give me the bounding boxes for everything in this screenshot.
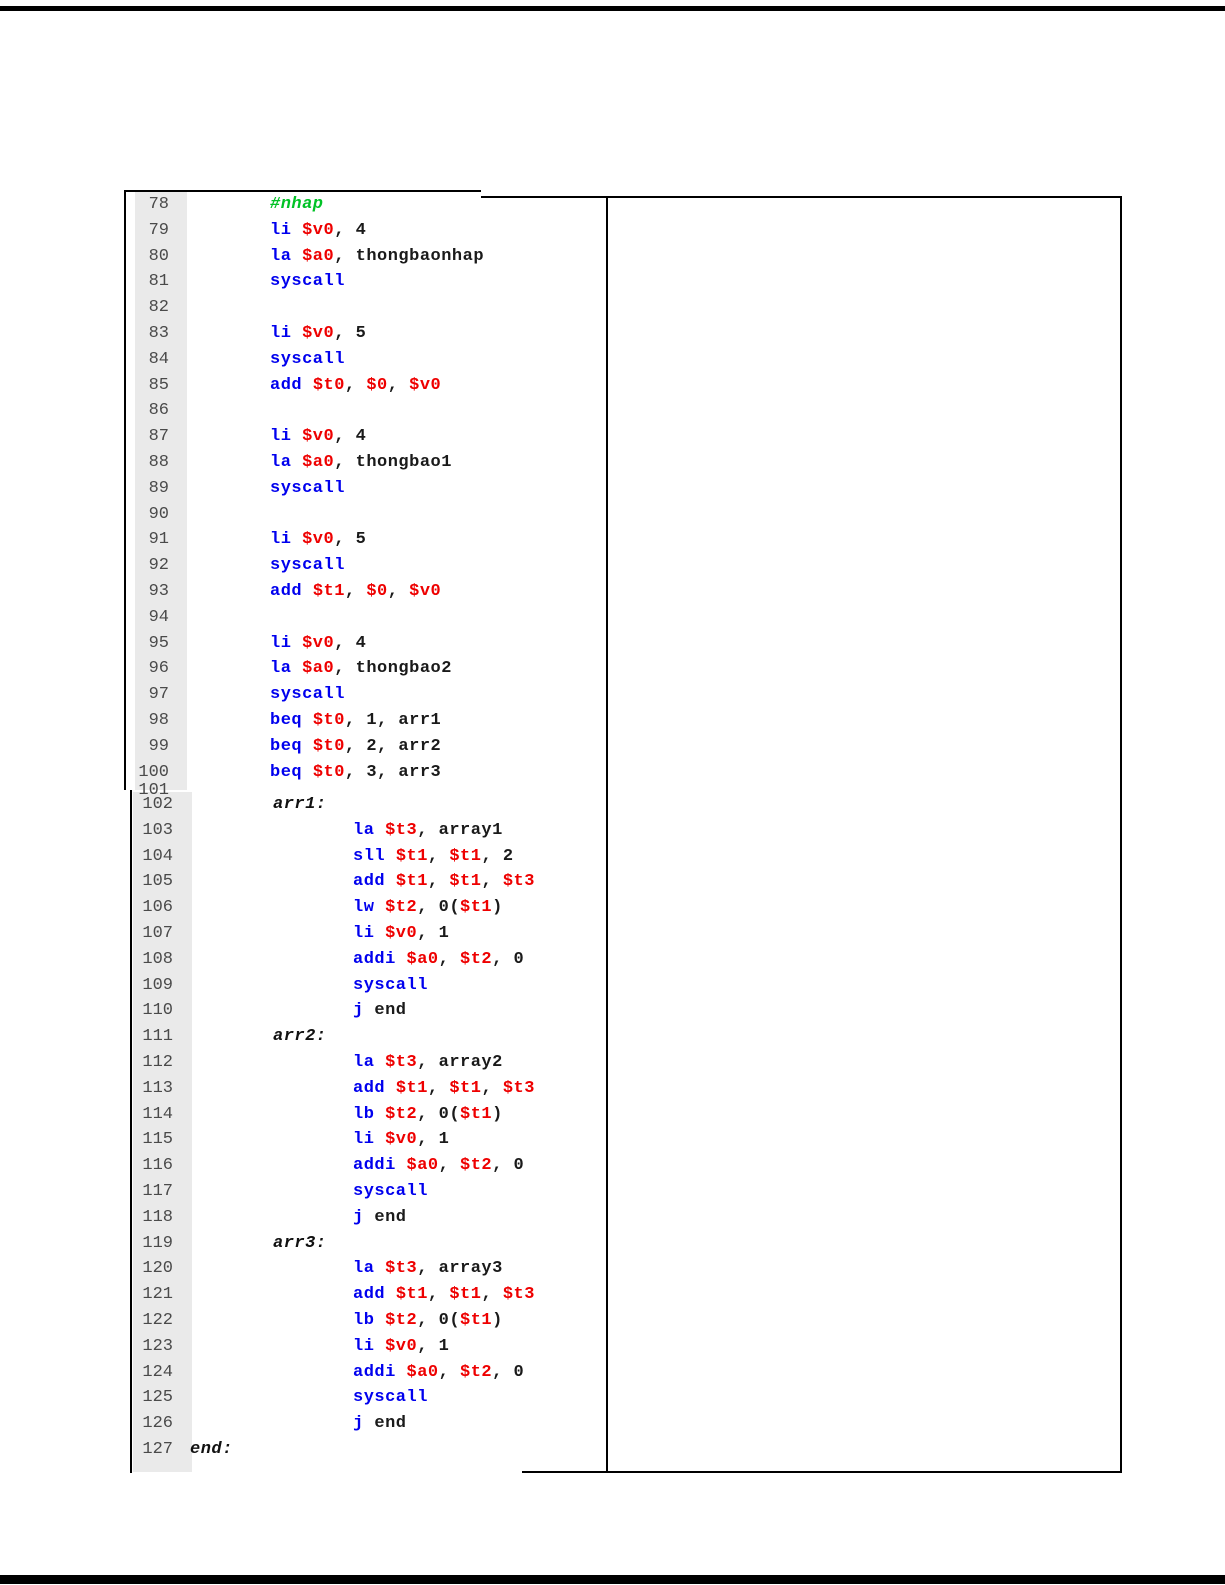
line-number: 86 xyxy=(148,401,169,421)
line-number: 83 xyxy=(148,323,169,343)
code-line[interactable] xyxy=(126,708,604,734)
code-text xyxy=(270,450,452,476)
code-text xyxy=(353,1179,428,1205)
token-txt: , array1 xyxy=(417,820,503,840)
token-reg: $0 xyxy=(366,375,388,395)
line-number: 115 xyxy=(142,1130,173,1150)
code-line[interactable] xyxy=(132,1308,604,1334)
code-line[interactable] xyxy=(126,656,604,682)
code-text xyxy=(270,424,366,450)
line-number: 102 xyxy=(142,795,173,814)
line-number: 112 xyxy=(142,1052,173,1072)
code-text xyxy=(353,1256,503,1282)
token-txt: , xyxy=(344,581,367,601)
line-number: 89 xyxy=(148,478,169,498)
code-line[interactable] xyxy=(132,1231,604,1257)
token-reg: $t0 xyxy=(312,762,345,782)
page-bottom-rule xyxy=(0,1575,1225,1584)
code-line[interactable] xyxy=(126,502,604,528)
code-text xyxy=(353,1334,449,1360)
line-number: 107 xyxy=(142,923,173,943)
token-reg: $v0 xyxy=(409,581,442,601)
code-line[interactable] xyxy=(132,921,604,947)
token-kw: li xyxy=(353,1130,386,1150)
line-number: 117 xyxy=(142,1181,173,1201)
code-text xyxy=(273,1231,327,1257)
token-reg: $v0 xyxy=(302,220,335,240)
token-txt: ) xyxy=(492,1310,503,1330)
token-kw: addi xyxy=(353,1156,407,1176)
code-text xyxy=(270,321,366,347)
token-txt: , 1 xyxy=(417,1130,450,1150)
line-number: 106 xyxy=(142,898,173,918)
code-line[interactable] xyxy=(126,192,604,218)
token-txt: , 1, arr1 xyxy=(344,710,442,730)
token-reg: $t2 xyxy=(460,1362,493,1382)
token-txt: , xyxy=(344,375,367,395)
token-kw: li xyxy=(270,530,303,550)
line-number: 81 xyxy=(148,272,169,292)
token-txt: ) xyxy=(492,1104,503,1124)
token-reg: $t1 xyxy=(460,898,493,918)
token-reg: $v0 xyxy=(409,375,442,395)
token-txt: , 1 xyxy=(417,923,450,943)
token-txt: , xyxy=(438,1362,461,1382)
token-lbl: end: xyxy=(190,1439,233,1459)
token-kw: syscall xyxy=(353,1181,428,1201)
line-number: 125 xyxy=(142,1388,173,1408)
code-line[interactable] xyxy=(132,947,604,973)
token-txt: , 0( xyxy=(417,898,461,918)
code-text xyxy=(353,1360,524,1386)
code-line[interactable] xyxy=(132,1076,604,1102)
line-number: 104 xyxy=(142,846,173,866)
token-kw: syscall xyxy=(353,975,428,995)
code-line[interactable] xyxy=(126,631,604,657)
token-txt: , thongbao1 xyxy=(334,452,452,472)
frame-right-border xyxy=(1120,196,1122,1473)
token-kw: j xyxy=(353,1001,375,1021)
code-text xyxy=(270,269,345,295)
code-line[interactable] xyxy=(126,605,604,631)
code-text xyxy=(353,947,524,973)
token-reg: $t3 xyxy=(502,872,535,892)
code-text xyxy=(353,1411,407,1437)
code-text xyxy=(270,527,366,553)
code-line[interactable] xyxy=(132,1256,604,1282)
page-top-rule xyxy=(0,6,1225,11)
code-line[interactable] xyxy=(132,1050,604,1076)
token-reg: $t2 xyxy=(385,1310,418,1330)
line-number: 90 xyxy=(148,504,169,524)
code-text xyxy=(353,844,514,870)
token-kw: add xyxy=(353,1285,396,1305)
token-lbl: arr1: xyxy=(273,795,327,814)
token-txt: , 2, arr2 xyxy=(344,736,442,756)
token-reg: $t0 xyxy=(312,710,345,730)
line-number: 96 xyxy=(148,659,169,679)
code-line[interactable] xyxy=(132,1411,604,1437)
token-txt: , xyxy=(427,872,450,892)
line-number: 113 xyxy=(142,1078,173,1098)
token-txt: , 5 xyxy=(334,530,367,550)
token-kw: li xyxy=(270,323,303,343)
token-kw: lb xyxy=(353,1104,386,1124)
line-number: 118 xyxy=(142,1207,173,1227)
token-kw: la xyxy=(353,1052,386,1072)
token-kw: li xyxy=(353,1336,386,1356)
code-line[interactable] xyxy=(132,818,604,844)
token-kw: li xyxy=(353,923,386,943)
line-number: 119 xyxy=(142,1233,173,1253)
token-txt: , xyxy=(481,1285,503,1305)
code-line[interactable] xyxy=(126,760,604,786)
code-text xyxy=(353,1205,407,1231)
token-reg: $t1 xyxy=(395,846,428,866)
line-number: 95 xyxy=(148,633,169,653)
token-reg: $t1 xyxy=(395,872,428,892)
token-reg: $t1 xyxy=(312,581,345,601)
code-line[interactable] xyxy=(132,973,604,999)
code-line[interactable] xyxy=(126,734,604,760)
code-line[interactable] xyxy=(126,527,604,553)
token-txt: end xyxy=(374,1207,407,1227)
empty-right-cell xyxy=(608,198,1120,1471)
line-number: 114 xyxy=(142,1104,173,1124)
code-text xyxy=(270,760,441,786)
token-kw: la xyxy=(270,452,303,472)
line-number: 84 xyxy=(148,349,169,369)
code-line[interactable] xyxy=(132,1385,604,1411)
line-number: 122 xyxy=(142,1310,173,1330)
code-text xyxy=(270,656,452,682)
line-number: 116 xyxy=(142,1156,173,1176)
token-reg: $a0 xyxy=(406,949,439,969)
token-txt: , 4 xyxy=(334,427,367,447)
token-kw: li xyxy=(270,220,303,240)
token-txt: , xyxy=(481,872,503,892)
token-txt: , 0 xyxy=(492,949,525,969)
token-reg: $v0 xyxy=(302,530,335,550)
token-txt: , 2 xyxy=(481,846,514,866)
token-reg: $t3 xyxy=(385,1259,418,1279)
code-text xyxy=(270,347,345,373)
code-line[interactable] xyxy=(126,269,604,295)
token-kw: syscall xyxy=(270,556,345,576)
editor-screenshot-lower xyxy=(132,792,604,1472)
code-line[interactable] xyxy=(132,1360,604,1386)
token-kw: lw xyxy=(353,898,386,918)
frame-bottom-border xyxy=(522,1471,1122,1473)
token-reg: $a0 xyxy=(302,659,335,679)
token-txt: ) xyxy=(492,898,503,918)
token-txt: , 4 xyxy=(334,220,367,240)
token-kw: la xyxy=(353,1259,386,1279)
code-line[interactable] xyxy=(132,1282,604,1308)
code-text xyxy=(353,1385,428,1411)
token-reg: $t3 xyxy=(502,1285,535,1305)
code-line[interactable] xyxy=(126,295,604,321)
line-number: 79 xyxy=(148,220,169,240)
token-txt: , array2 xyxy=(417,1052,503,1072)
token-txt: , xyxy=(438,1156,461,1176)
token-kw: j xyxy=(353,1207,375,1227)
code-line[interactable] xyxy=(126,682,604,708)
code-text xyxy=(353,1102,503,1128)
code-line[interactable] xyxy=(132,1024,604,1050)
token-kw: syscall xyxy=(353,1388,428,1408)
token-kw: syscall xyxy=(270,478,345,498)
code-text xyxy=(270,244,484,270)
token-txt: , xyxy=(427,1078,450,1098)
token-kw: sll xyxy=(353,846,396,866)
line-number: 88 xyxy=(148,452,169,472)
code-line[interactable] xyxy=(132,792,604,818)
line-number: 101 xyxy=(138,781,169,801)
token-kw: beq xyxy=(270,736,313,756)
line-number: 100 xyxy=(138,762,169,782)
token-txt: end xyxy=(374,1001,407,1021)
line-number: 103 xyxy=(142,820,173,840)
code-line[interactable] xyxy=(126,450,604,476)
token-txt: , array3 xyxy=(417,1259,503,1279)
code-text xyxy=(353,921,449,947)
token-reg: $0 xyxy=(366,581,388,601)
token-txt: , 0( xyxy=(417,1310,461,1330)
token-reg: $t2 xyxy=(385,1104,418,1124)
code-line[interactable] xyxy=(132,844,604,870)
token-reg: $a0 xyxy=(406,1362,439,1382)
code-text xyxy=(270,579,441,605)
code-text xyxy=(353,998,407,1024)
code-text xyxy=(270,734,441,760)
code-line[interactable] xyxy=(132,1179,604,1205)
code-line[interactable] xyxy=(126,347,604,373)
code-line[interactable] xyxy=(126,553,604,579)
token-reg: $t3 xyxy=(502,1078,535,1098)
token-txt: , 0( xyxy=(417,1104,461,1124)
code-line[interactable] xyxy=(126,218,604,244)
line-number: 124 xyxy=(142,1362,173,1382)
line-number: 127 xyxy=(142,1439,173,1459)
token-txt: , xyxy=(387,581,410,601)
token-lbl: arr3: xyxy=(273,1233,327,1253)
line-number: 99 xyxy=(148,736,169,756)
line-number: 110 xyxy=(142,1001,173,1021)
token-reg: $v0 xyxy=(302,633,335,653)
code-text xyxy=(270,192,324,218)
code-line[interactable] xyxy=(126,476,604,502)
token-reg: $t2 xyxy=(460,949,493,969)
line-number: 97 xyxy=(148,685,169,705)
token-txt: end xyxy=(374,1414,407,1434)
code-line[interactable] xyxy=(126,579,604,605)
code-line[interactable] xyxy=(132,1127,604,1153)
code-line[interactable] xyxy=(132,1102,604,1128)
token-txt: , 5 xyxy=(334,323,367,343)
editor-screenshot-upper xyxy=(126,192,604,801)
token-lbl: arr2: xyxy=(273,1027,327,1047)
code-text xyxy=(353,869,535,895)
code-text xyxy=(270,682,345,708)
token-reg: $t1 xyxy=(449,846,482,866)
code-text xyxy=(353,1127,449,1153)
code-line[interactable] xyxy=(132,998,604,1024)
code-text xyxy=(353,818,503,844)
line-number: 120 xyxy=(142,1259,173,1279)
token-reg: $t1 xyxy=(449,1078,482,1098)
line-number: 123 xyxy=(142,1336,173,1356)
code-line[interactable] xyxy=(126,244,604,270)
token-kw: syscall xyxy=(270,685,345,705)
code-text xyxy=(270,553,345,579)
token-reg: $v0 xyxy=(385,923,418,943)
token-kw: j xyxy=(353,1414,375,1434)
token-reg: $t1 xyxy=(449,872,482,892)
code-text xyxy=(353,895,503,921)
code-line[interactable] xyxy=(132,1334,604,1360)
code-text xyxy=(353,1282,535,1308)
code-line[interactable] xyxy=(132,1205,604,1231)
line-number: 94 xyxy=(148,607,169,627)
code-text xyxy=(273,792,327,818)
code-text xyxy=(353,1076,535,1102)
line-number: 108 xyxy=(142,949,173,969)
token-kw: add xyxy=(353,872,396,892)
code-line[interactable] xyxy=(126,373,604,399)
token-kw: addi xyxy=(353,1362,407,1382)
line-number: 98 xyxy=(148,710,169,730)
token-txt: , thongbao2 xyxy=(334,659,452,679)
token-kw: syscall xyxy=(270,349,345,369)
line-number: 111 xyxy=(142,1027,173,1047)
token-kw: la xyxy=(270,246,303,266)
line-number: 87 xyxy=(148,427,169,447)
token-txt: , xyxy=(427,1285,450,1305)
line-number: 85 xyxy=(148,375,169,395)
token-reg: $v0 xyxy=(302,323,335,343)
token-txt: , xyxy=(438,949,461,969)
line-number: 126 xyxy=(142,1414,173,1434)
token-txt: , 0 xyxy=(492,1156,525,1176)
code-line[interactable] xyxy=(132,1153,604,1179)
token-reg: $t0 xyxy=(312,736,345,756)
token-reg: $a0 xyxy=(302,452,335,472)
token-txt: , xyxy=(387,375,410,395)
token-reg: $t1 xyxy=(460,1310,493,1330)
code-text xyxy=(353,973,428,999)
token-txt: , 3, arr3 xyxy=(344,762,442,782)
line-number: 109 xyxy=(142,975,173,995)
token-reg: $t1 xyxy=(395,1285,428,1305)
token-kw: beq xyxy=(270,762,313,782)
token-reg: $t1 xyxy=(460,1104,493,1124)
token-reg: $t3 xyxy=(385,1052,418,1072)
line-number: 93 xyxy=(148,581,169,601)
line-number: 82 xyxy=(148,298,169,318)
code-text xyxy=(270,373,441,399)
token-kw: add xyxy=(270,375,313,395)
token-txt: , thongbaonhap xyxy=(334,246,485,266)
token-reg: $t1 xyxy=(395,1078,428,1098)
code-text xyxy=(270,631,366,657)
code-text xyxy=(270,218,366,244)
code-text xyxy=(353,1153,524,1179)
token-reg: $t2 xyxy=(385,898,418,918)
code-text xyxy=(270,708,441,734)
token-txt: , xyxy=(427,846,450,866)
code-line[interactable] xyxy=(126,424,604,450)
line-number: 80 xyxy=(148,246,169,266)
token-reg: $t0 xyxy=(312,375,345,395)
token-txt: , 4 xyxy=(334,633,367,653)
code-text xyxy=(273,1024,327,1050)
line-number: 121 xyxy=(142,1285,173,1305)
code-line[interactable] xyxy=(132,1437,604,1463)
token-cmt: #nhap xyxy=(270,195,324,214)
code-line[interactable] xyxy=(132,869,604,895)
token-kw: la xyxy=(270,659,303,679)
line-number: 78 xyxy=(148,195,169,214)
line-number: 92 xyxy=(148,556,169,576)
code-text xyxy=(190,1437,233,1463)
token-kw: lb xyxy=(353,1310,386,1330)
line-number: 91 xyxy=(148,530,169,550)
code-line[interactable] xyxy=(132,895,604,921)
token-txt: , 0 xyxy=(492,1362,525,1382)
token-reg: $t2 xyxy=(460,1156,493,1176)
token-kw: li xyxy=(270,633,303,653)
token-kw: syscall xyxy=(270,272,345,292)
token-reg: $a0 xyxy=(302,246,335,266)
token-txt: , xyxy=(481,1078,503,1098)
code-line[interactable] xyxy=(126,321,604,347)
token-reg: $a0 xyxy=(406,1156,439,1176)
code-text xyxy=(353,1308,503,1334)
token-kw: add xyxy=(353,1078,396,1098)
token-kw: beq xyxy=(270,710,313,730)
token-kw: la xyxy=(353,820,386,840)
code-text xyxy=(270,476,345,502)
token-reg: $v0 xyxy=(385,1336,418,1356)
line-number: 105 xyxy=(142,872,173,892)
token-reg: $t1 xyxy=(449,1285,482,1305)
code-text xyxy=(353,1050,503,1076)
token-reg: $v0 xyxy=(385,1130,418,1150)
token-kw: addi xyxy=(353,949,407,969)
token-reg: $t3 xyxy=(385,820,418,840)
token-reg: $v0 xyxy=(302,427,335,447)
code-line[interactable] xyxy=(126,398,604,424)
token-kw: li xyxy=(270,427,303,447)
token-kw: add xyxy=(270,581,313,601)
token-txt: , 1 xyxy=(417,1336,450,1356)
